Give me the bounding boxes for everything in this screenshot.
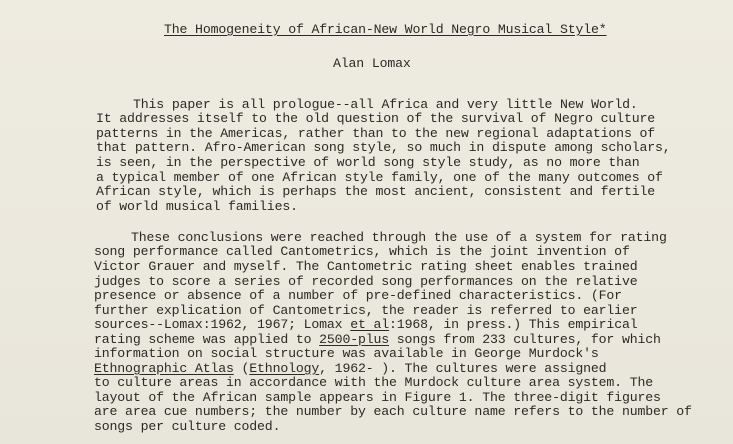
paragraph-1-line: African style, which is perhaps the most ancient, consistent and fertile [96,184,655,199]
paragraph-1-line: is seen, in the perspective of world song style study, as no more than [96,155,640,170]
paragraph-2-line: Victor Grauer and myself. The Cantometric rating sheet enables trained [94,259,638,274]
paragraph-2-line: presence or absence of a number of pre-defined characteristics. (For [94,288,622,303]
paragraph-2-line: further explication of Cantometrics, the reader is referred to earlier [94,303,638,318]
paragraph-2-line: Ethnographic Atlas (Ethnology, 1962- ). The cultures were assigned [94,361,607,376]
paragraph-1-line: patterns in the Americas, rather than to the new regional adaptations of [96,126,655,141]
paragraph-1-line: of world musical families. [96,199,298,214]
paragraph-2-line: layout of the African sample appears in Figure 1. The three-digit figures [94,390,661,405]
paragraph-1-line: that pattern. Afro-American song style, so much in dispute among scholars, [96,140,671,155]
paragraph-2-line: song performance called Cantometrics, which is the joint invention of [94,244,630,259]
paragraph-1-line: a typical member of one African style family, one of the many outcomes of [96,170,663,185]
paragraph-2-line: songs per culture coded. [94,419,281,434]
paragraph-2-line: sources--Lomax:1962, 1967; Lomax et al:1968, in press.) This empirical [94,317,638,332]
paragraph-1-line: It addresses itself to the old question of the survival of Negro culture [96,111,655,126]
paragraph-2-line: to culture areas in accordance with the Murdock culture area system. The [94,375,653,390]
paragraph-1-line: This paper is all prologue--all Africa and very little New World. [133,97,638,112]
document-title: The Homogeneity of African-New World Negro Musical Style* [164,22,607,37]
paragraph-2-line: information on social structure was available in George Murdock's [94,346,599,361]
author-name: Alan Lomax [333,56,411,71]
paragraph-2-line: These conclusions were reached through the use of a system for rating [131,230,667,245]
paragraph-2-line: judges to score a series of recorded song performances on the relative [94,274,638,289]
paragraph-2-line: are area cue numbers; the number by each culture name refers to the number of [94,404,692,419]
paragraph-2-line: rating scheme was applied to 2500-plus songs from 233 cultures, for which [94,332,661,347]
